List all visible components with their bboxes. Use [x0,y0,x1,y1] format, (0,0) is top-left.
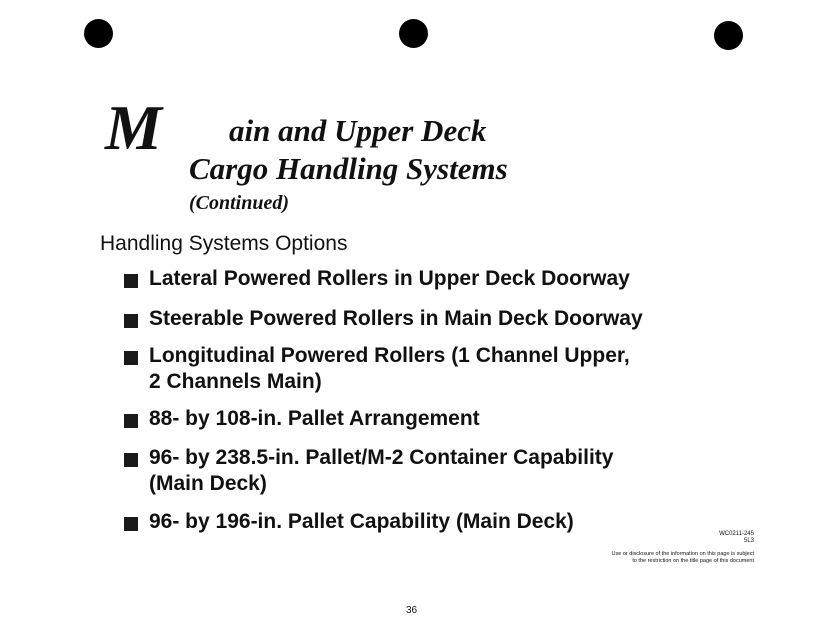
binder-hole-left [84,19,113,48]
disclosure-line-2: to the restriction on the title page of this document [632,558,754,564]
list-item-text-continued: (Main Deck) [149,472,267,495]
bullet-square-icon [124,414,138,428]
bullet-square-icon [124,453,138,467]
bullet-square-icon [124,351,138,365]
binder-hole-right [714,21,743,50]
list-item-text: 96- by 196-in. Pallet Capability (Main Deck) [149,510,574,533]
list-item-text-continued: 2 Channels Main) [149,370,322,393]
bullet-square-icon [124,314,138,328]
disclosure-line-1: Use or disclosure of the information on this page is subject [611,551,754,557]
list-item-text: Steerable Powered Rollers in Main Deck Doorway [149,307,643,330]
document-reference-code [719,531,754,545]
title-line-1: ain and Upper Deck [229,113,487,148]
binder-hole-center [399,19,428,48]
list-item-text: Lateral Powered Rollers in Upper Deck Doorway [149,267,630,290]
list-item-text: Longitudinal Powered Rollers (1 Channel Upper, [149,344,630,367]
bullet-square-icon [124,274,138,288]
reference-code-line-1: WC0211-245 [719,531,754,537]
disclosure-notice [612,551,754,565]
title-line-3: (Continued) [189,192,290,214]
bullet-square-icon [124,517,138,531]
page-number: 36 [406,605,418,616]
reference-code-line-2: 5L3 [743,538,754,544]
list-item-text: 96- by 238.5-in. Pallet/M-2 Container Capability [149,446,614,469]
title-line-2: Cargo Handling Systems [189,151,508,186]
section-heading: Handling Systems Options [100,232,348,255]
list-item-text: 88- by 108-in. Pallet Arrangement [149,407,480,430]
title-drop-cap: M [105,92,162,163]
